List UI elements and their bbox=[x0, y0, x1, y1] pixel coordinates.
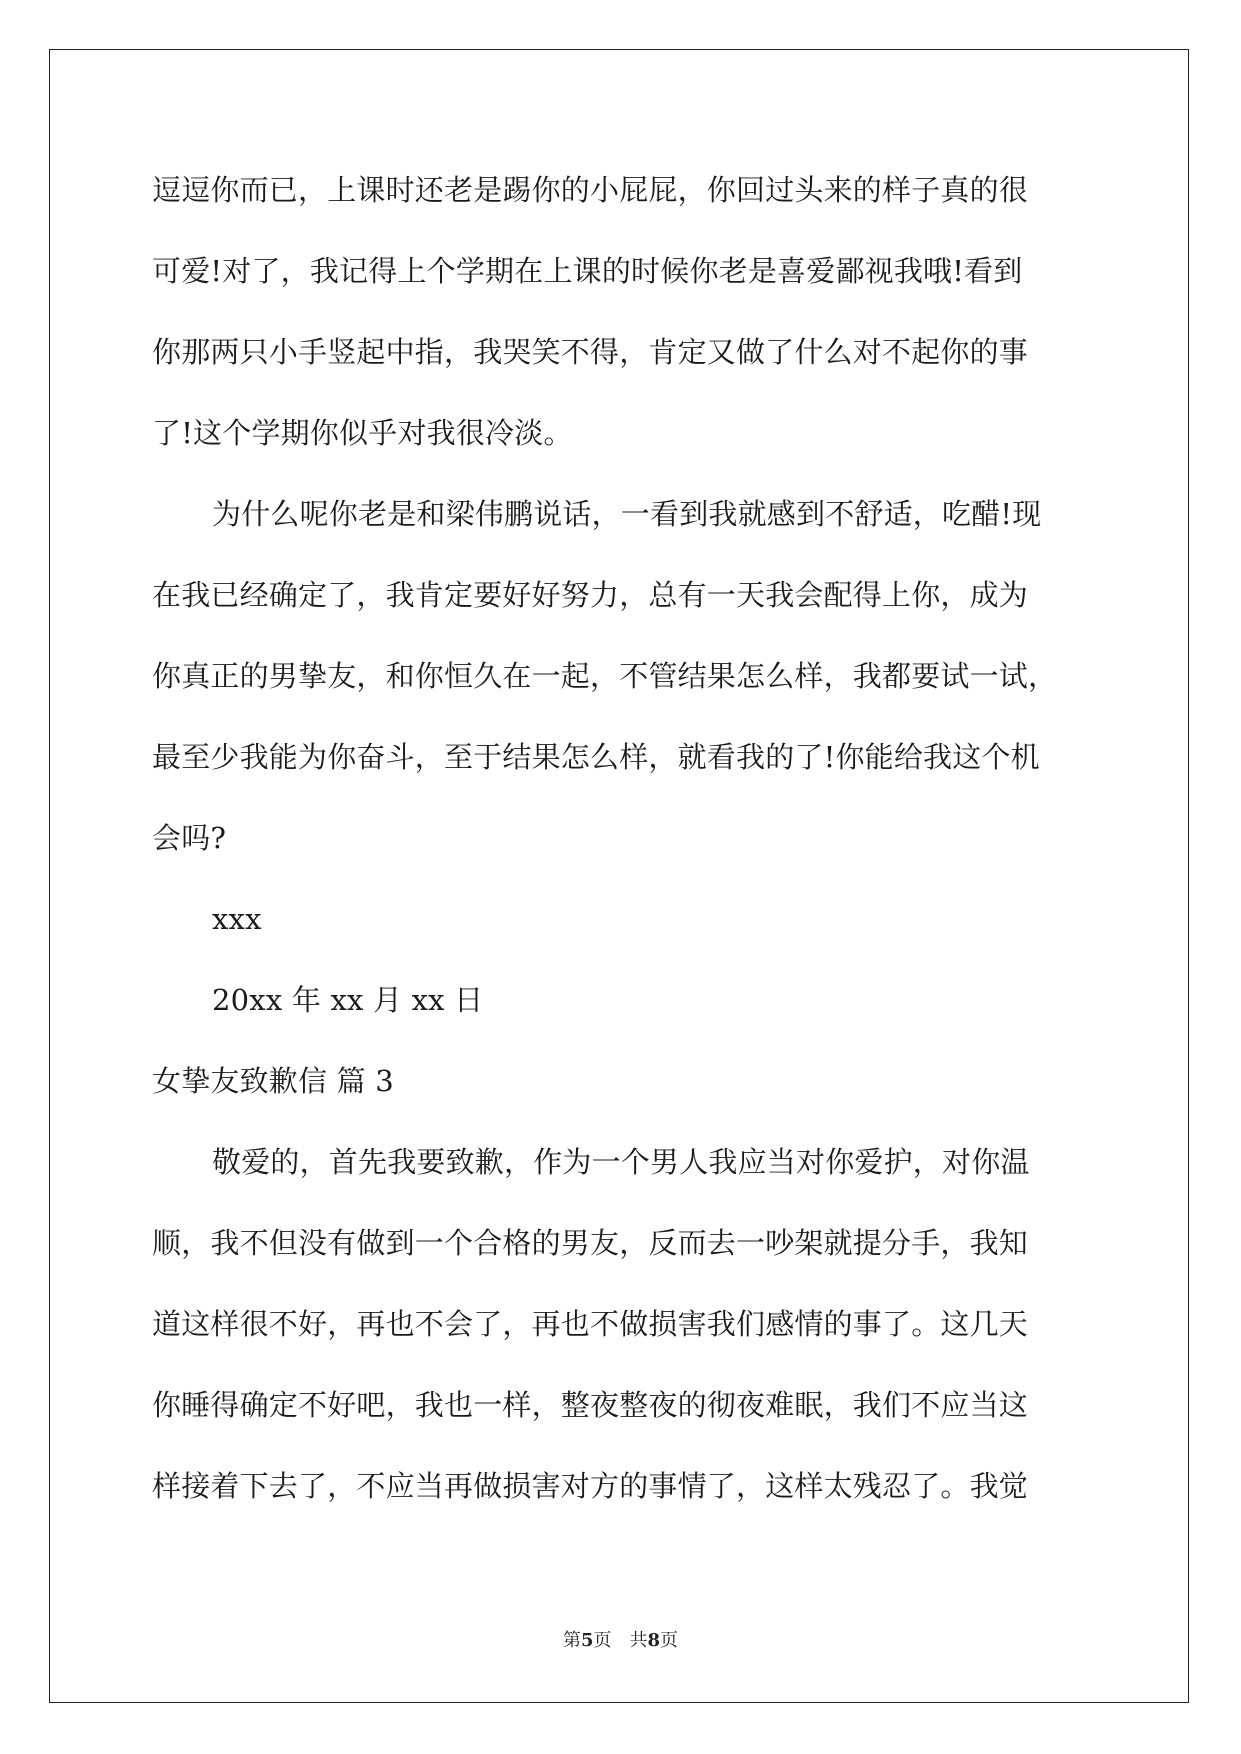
text-line: 会吗? bbox=[152, 821, 227, 855]
footer-total-prefix: 共 bbox=[629, 1630, 648, 1651]
text-line: 敬爱的，首先我要致歉，作为一个男人我应当对你爱护，对你温 bbox=[212, 1145, 1030, 1179]
footer-prefix: 第 bbox=[562, 1630, 581, 1651]
text-line: 你睡得确定不好吧，我也一样，整夜整夜的彻夜难眠，我们不应当这 bbox=[152, 1388, 1029, 1422]
document-body bbox=[152, 162, 1092, 1539]
section-heading: 女挚友致歉信 篇 3 bbox=[152, 1064, 394, 1098]
footer-total-suffix: 页 bbox=[660, 1630, 679, 1651]
page-footer bbox=[0, 1626, 1241, 1652]
footer-page-word: 页 bbox=[593, 1630, 612, 1651]
text-line: 样接着下去了，不应当再做损害对方的事情了，这样太残忍了。我觉 bbox=[152, 1469, 1029, 1503]
text-line: 为什么呢你老是和梁伟鹏说话，一看到我就感到不舒适，吃醋!现 bbox=[212, 497, 1042, 531]
text-line: 顺，我不但没有做到一个合格的男友，反而去一吵架就提分手，我知 bbox=[152, 1226, 1029, 1260]
text-line: 最至少我能为你奋斗，至于结果怎么样，就看我的了!你能给我这个机 bbox=[152, 740, 1040, 774]
current-page-number: 5 bbox=[580, 1630, 594, 1651]
text-line: 可爱!对了，我记得上个学期在上课的时候你老是喜爱鄙视我哦!看到 bbox=[152, 254, 1023, 288]
total-pages-number: 8 bbox=[647, 1630, 661, 1651]
text-line: 道这样很不好，再也不会了，再也不做损害我们感情的事了。这几天 bbox=[152, 1307, 1029, 1341]
signature-name: xxx bbox=[212, 902, 262, 936]
signature-date: 20xx 年 xx 月 xx 日 bbox=[212, 983, 484, 1017]
text-line: 你那两只小手竖起中指，我哭笑不得，肯定又做了什么对不起你的事 bbox=[152, 335, 1029, 369]
text-line: 逗逗你而已，上课时还老是踢你的小屁屁，你回过头来的样子真的很 bbox=[152, 173, 1029, 207]
text-line: 在我已经确定了，我肯定要好好努力，总有一天我会配得上你，成为 bbox=[152, 578, 1029, 612]
text-line: 了!这个学期你似乎对我很冷淡。 bbox=[152, 416, 573, 450]
text-line: 你真正的男挚友，和你恒久在一起，不管结果怎么样，我都要试一试， bbox=[152, 659, 1058, 693]
